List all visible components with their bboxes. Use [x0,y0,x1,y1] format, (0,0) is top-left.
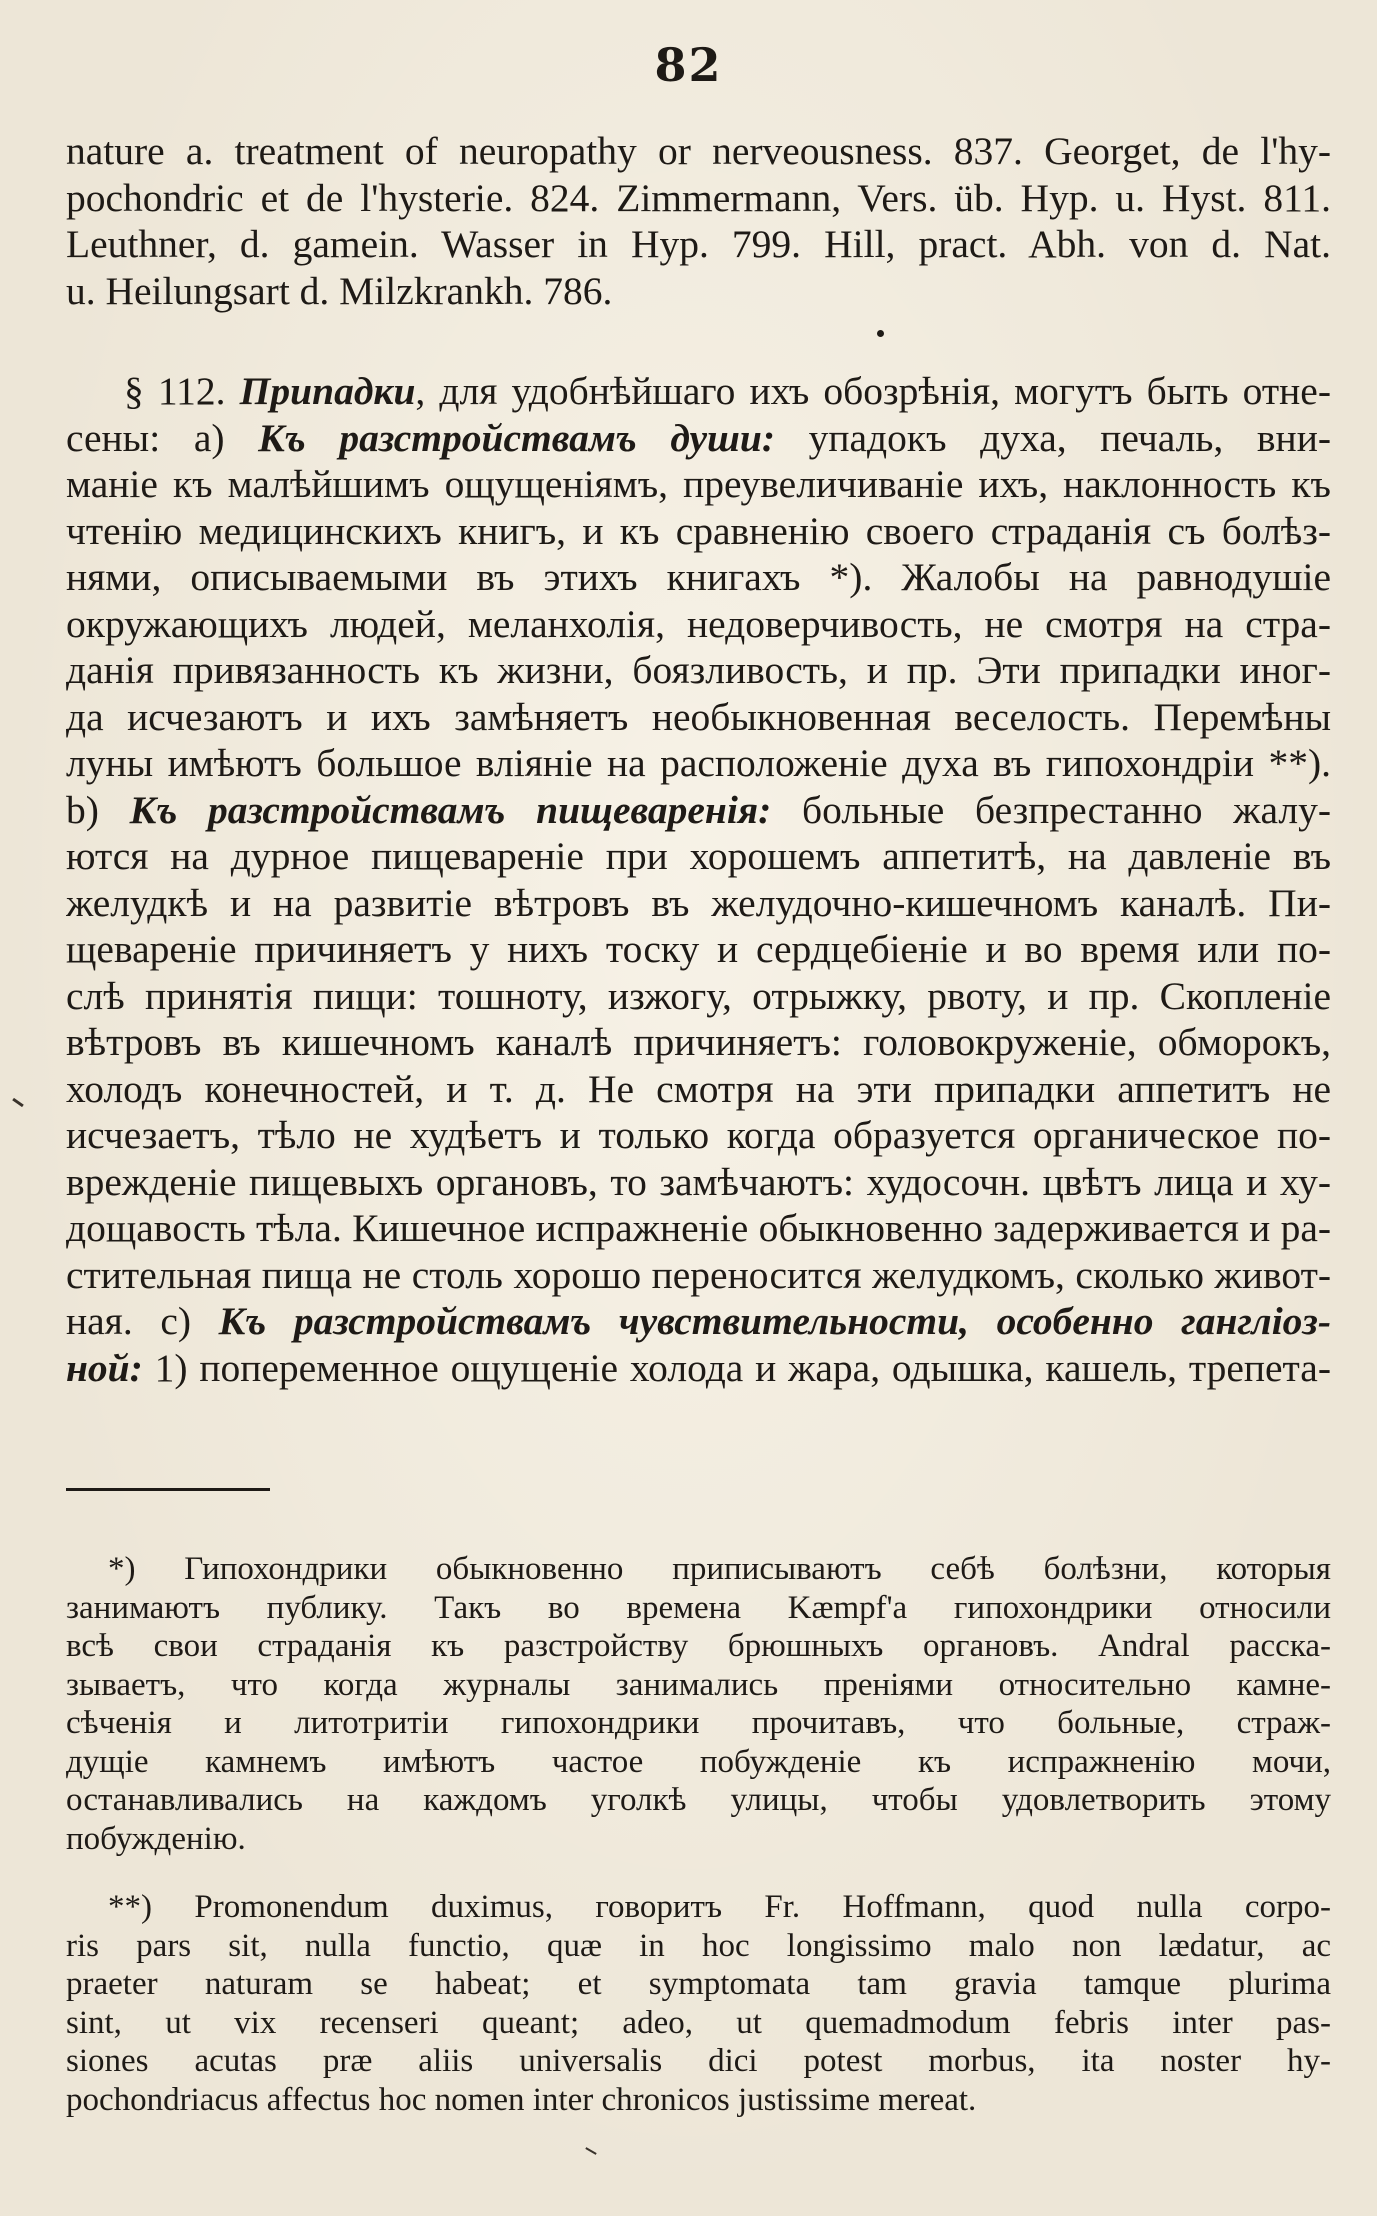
footnote-line: занимаютъ публику. Такъ во времена Kæmpf'а гипохондрики относили [66,1589,1331,1626]
paragraph-line: желудкѣ и на развитіе вѣтровъ въ желудочно-кишечномъ каналѣ. Пи- [66,880,1331,925]
footnote-line: побужденію. [66,1820,246,1857]
footnote-rule [66,1488,270,1491]
text-run: b) [66,787,130,832]
paragraph-112 [66,368,1331,1391]
paragraph-line: вѣтровъ въ кишечномъ каналѣ причиняетъ: головокруженіе, обморокъ, [66,1020,1331,1064]
paragraph-line: маніе къ малѣйшимъ ощущеніямъ, преувеличиваніе ихъ, наклонность къ [66,462,1331,506]
footnote-line: дущіе камнемъ имѣютъ частое побужденіе къ испражненію мочи, [66,1743,1331,1780]
emphasis-heading: Припадки [239,369,416,413]
ink-mark [585,2147,596,2155]
emphasis-heading: Къ разстройствамъ пищеваренія: [129,787,772,832]
paragraph-line: дощавость тѣла. Кишечное испражненіе обыкновенно задерживается и ра- [66,1206,1331,1250]
text-run: больные безпрестанно жалу- [771,787,1331,832]
footnote-line: зываетъ, что когда журналы занимались преніями относительно камне- [66,1666,1331,1703]
text-run: 1) попеременное ощущеніе холода и жара, одышка, кашель, трепета- [142,1345,1331,1390]
footnote-1 [66,1550,1331,1858]
paragraph-line: чтенію медицинскихъ книгъ, и къ сравненію своего страданія съ болѣз- [66,508,1331,553]
text-run: сены: а) [66,415,259,460]
bibliography-line: pochondric et de l'hysterie. 824. Zimmermann, Vers. üb. Hyp. u. Hyst. 811. [66,175,1331,220]
section-mark: § 112. [124,369,240,413]
page-number: 82 [654,38,723,92]
footnote-line: praeter naturam se habeat; et symptomata tam gravia tamque plurima [66,1966,1331,2002]
footnote-line: **) Promonendum duximus, говоритъ Fr. Hoffmann, quod nulla corpo- [108,1889,1331,1925]
paragraph-line [66,368,1331,415]
footnote-2 [66,1888,1331,2119]
footnote-line: сѣченія и литотритіи гипохондрики прочитавъ, что больные, страж- [66,1705,1331,1741]
bibliography-line: nature a. treatment of neuropathy or nerveousness. 837. Georget, de l'hy- [66,129,1331,173]
paragraph-line: щевареніе причиняетъ у нихъ тоску и сердцебіеніе и во время или по- [66,927,1331,971]
paragraph-line: данія привязанность къ жизни, боязливость, и пр. Эти припадки иног- [66,648,1331,692]
paragraph-line: холодъ конечностей, и т. д. Не смотря на эти припадки аппетитъ не [66,1066,1331,1111]
bibliography-block [66,128,1331,314]
margin-mark [12,1098,24,1107]
paragraph-line: ются на дурное пищевареніе при хорошемъ аппетитѣ, на давленіе въ [66,834,1331,878]
paragraph-line [66,1298,1331,1345]
bibliography-line: u. Heilungsart d. Milzkrankh. 786. [66,268,613,313]
paragraph-line: врежденіе пищевыхъ органовъ, то замѣчаютъ: худосочн. цвѣтъ лица и ху- [66,1159,1331,1204]
emphasis-heading: ной: [66,1345,143,1390]
paragraph-line: исчезаетъ, тѣло не худѣетъ и только когда образуется органическое по- [66,1113,1331,1157]
emphasis-heading: Къ разстройствамъ чувствительности, особенно ганглioз- [218,1299,1331,1343]
footnote-line: *) Гипохондрики обыкновенно приписываютъ себѣ болѣзни, которыя [108,1551,1331,1587]
text-run: ная. с) [66,1299,219,1343]
paragraph-line: нями, описываемыми въ этихъ книгахъ *). Жалобы на равнодушіе [66,555,1331,599]
footnote-line: pochondriacus affectus hoc nomen inter chronicos justissime mereat. [66,2081,977,2118]
paragraph-line: луны имѣютъ большое вліяніе на расположеніе духа въ гипохондріи **). [66,741,1331,785]
paragraph-line: окружающихъ людей, меланхолія, недоверчивость, не смотря на стра- [66,601,1331,646]
paragraph-line: слѣ принятія пищи: тошноту, изжогу, отрыжку, рвоту, и пр. Скопленіе [66,973,1331,1018]
bibliography-line: Leuthner, d. gamein. Wasser in Hyp. 799. Hill, pract. Abh. von d. Nat. [66,222,1331,266]
footnote-line: всѣ свои страданія къ разстройству брюшныхъ органовъ. Andral расска- [66,1628,1331,1664]
text-run: , для удобнѣйшаго ихъ обозрѣнія, могутъ быть отне- [415,369,1331,413]
footnote-line: siones acutas præ aliis universalis dici potest morbus, ita noster hy- [66,2043,1331,2079]
paragraph-line: да исчезаютъ и ихъ замѣняетъ необыкновенная веселость. Перемѣны [66,694,1331,739]
footnote-line: ris pars sit, nulla functio, quæ in hoc longissimo malo non lædatur, ac [66,1927,1331,1964]
paragraph-line [66,1345,1331,1392]
ink-dot [877,330,884,337]
text-run: упадокъ духа, печаль, вни- [775,415,1331,460]
paragraph-line [66,787,1331,834]
emphasis-heading: Къ разстройствамъ души: [258,415,775,460]
footnote-line: sint, ut vix recenseri queant; adeo, ut quemadmodum febris inter pas- [66,2004,1331,2041]
paragraph-line: стительная пища не столь хорошо переносится желудкомъ, сколько живот- [66,1252,1331,1297]
footnote-line: останавливались на каждомъ уголкѣ улицы, чтобы удовлетворить этому [66,1782,1331,1818]
paragraph-line [66,415,1331,462]
